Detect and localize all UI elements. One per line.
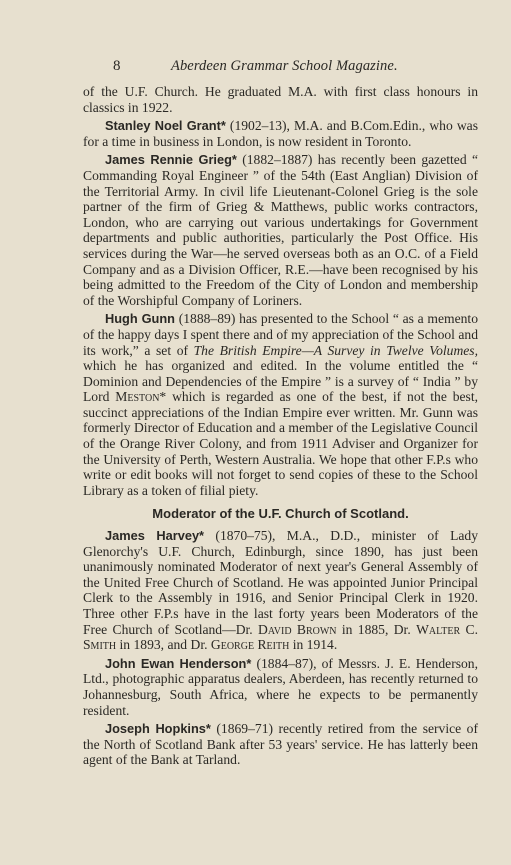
paragraph-harvey — [83, 528, 478, 653]
person-name-grieg: James Rennie Grieg* — [105, 152, 237, 168]
person-name-gunn: Hugh Gunn — [105, 311, 175, 327]
paragraph-text: (1902–13), M.A. and B.Com.Edin., who was for a time in business in London, is now resident in Toronto. — [83, 118, 478, 149]
book-title: The British Empire—A Survey in Twelve Volumes, — [193, 342, 478, 358]
article-body — [83, 84, 478, 768]
paragraph-text: (1882–1887) has recently been gazetted “ Commanding Royal Engineer ” of the 54th (East Anglian) Division of the Territorial Army. In civil life Lieutenant-Colonel Grieg is the sole partner of the firm of Grieg & Matthews, public works contractors, London, who are carrying out various undertakings for Government departments and public authorities, particularly the Post Office. His services during the War—he served overseas both as an O.C. of a Field Company and as a Division Officer, R.E.—have been recognised by his being admitted to the Freedom of the City of London and membership of the Worshipful Company of Loriners. — [83, 152, 478, 308]
paragraph-text: in 1885, Dr. — [336, 621, 417, 637]
paragraph-gunn — [83, 311, 478, 498]
page-header — [83, 52, 478, 72]
person-name-smith: Walter C. Smith — [83, 621, 479, 653]
paragraph-grieg — [83, 152, 478, 308]
page-number: 8 — [113, 58, 121, 74]
person-name-brown: David Brown — [258, 621, 337, 637]
paragraph-text: in 1893, and Dr. — [116, 637, 211, 653]
person-name-reith: George Reith — [210, 637, 290, 653]
paragraph-grant — [83, 118, 478, 149]
paragraph-text: (1888–89) has presented to the School “ as a memento of the happy days I spent there and of my appreciation of the School and its work,” a set of — [83, 311, 478, 358]
person-name-meston: Meston* — [115, 389, 167, 405]
paragraph-text: (1870–75), M.A., D.D., minister of Lady Glenorchy's U.F. Church, Edinburgh, since 1890, has just been unanimously nominated Moderator of next year's General Assembly of the United Free Church of Scotland. He was appointed Junior Principal Clerk to the Assembly in 1916, and Senior Principal Clerk in 1920. Three other F.P.s have in the last forty years been Moderators of the Free Church of Scotland—Dr. — [83, 528, 479, 637]
person-name-henderson: John Ewan Henderson* — [105, 655, 252, 671]
running-title: Aberdeen Grammar School Magazine. — [171, 58, 398, 74]
paragraph-text: (1884–87), of Messrs. J. E. Henderson, Ltd., photographic apparatus dealers, Aberdeen, has recently returned to Johannesburg, South Africa, where he expects to be permanently resident. — [83, 655, 478, 718]
paragraph-henderson — [83, 656, 478, 718]
paragraph-text: in 1914. — [289, 637, 338, 653]
paragraph-continuation: of the U.F. Church. He graduated M.A. with first class honours in classics in 1922. — [83, 84, 478, 115]
paragraph-text: which is regarded as one of the best, if not the best, succinct appreciations of the Indian Empire ever written. Mr. Gunn was formerly Director of Education and a member of the Legislative Council of the Orange River Colony, and from 1911 Adviser and Organizer for the University of Perth, Western Australia. We hope that other F.P.s who write or edit books will not forget to send copies of these to the School Library as a token of filial piety. — [83, 389, 478, 498]
section-heading: Moderator of the U.F. Church of Scotland. — [152, 506, 409, 522]
paragraph-hopkins — [83, 721, 478, 768]
person-name-hopkins: Joseph Hopkins* — [105, 721, 211, 737]
person-name-harvey: James Harvey* — [105, 528, 205, 544]
paragraph-text: which he has organized and edited. In the volume entitled the “ Dominion and Dependencies of the Empire ” is a survey of “ India ” by Lord — [83, 358, 478, 405]
paragraph-text: (1869–71) recently retired from the service of the North of Scotland Bank after 53 years' service. He has latterly been agent of the Bank at Tarland. — [83, 721, 478, 768]
person-name-grant: Stanley Noel Grant* — [105, 118, 226, 134]
